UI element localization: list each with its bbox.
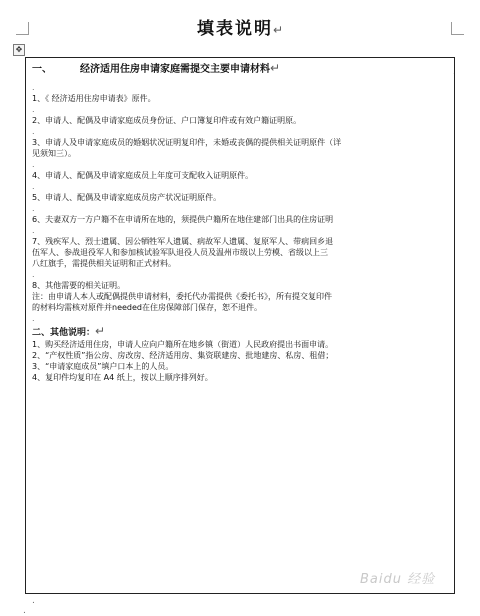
paragraph-mark: ↵ [95,324,106,338]
empty-paragraph: . [32,314,35,323]
note-item: 2、“产权性质”指公房、房改房、经济适用房、集资联建房、批地建房、私房、租借； [32,351,334,360]
paragraph-mark: ↵ [272,23,284,37]
empty-paragraph: . [32,204,35,213]
empty-paragraph: . [32,182,35,191]
requirement-item-line: 伍军人、参战退役军人和参加核试验军队退役人员及温州市级以上劳模、省级以上三 [32,248,328,257]
other-notes-list [32,339,450,383]
requirement-item-line: 2、申请人、配偶及申请家庭成员身份证、户口簿复印件或有效户籍证明原。 [32,116,302,125]
requirement-item-line: 注：由申请人本人或配偶提供申请材料，委托代办需提供《委托书》，所有提交复印件 [32,292,332,301]
requirement-item-line: 7、残疾军人、烈士遗属、因公牺牲军人遗属、病故军人遗属、复原军人、带病回乡退 [32,237,334,246]
requirement-item-line: 见须知三）。 [32,149,76,158]
section1-heading-text: 经济适用住房申请家庭需提交主要申请材料 [80,64,270,75]
requirement-list [32,82,450,313]
note-item: 1、购买经济适用住房，申请人应向户籍所在地乡镇（街道）人民政府提出书面申请。 [32,340,334,349]
cell-end-mark: . [453,67,456,76]
requirement-item-line: 4、申请人、配偶及申请家庭成员上年度可支配收入证明原件。 [32,171,254,180]
table-cell-content[interactable] [32,62,450,383]
requirement-item-line: 8、其他需要的相关证明。 [32,281,126,290]
requirement-item-line: 八红旗手，需提供相关证明和正式材料。 [32,259,176,268]
watermark-logo: Baidu 经验 [360,572,436,587]
section2-heading-text: 二、其他说明： [32,328,96,338]
page-corner-mark-bottom-left: . [23,606,26,616]
empty-paragraph: . [32,596,35,606]
document-title-text: 填表说明 [196,19,273,39]
note-item: 3、“申请家庭成员”填户口本上的人员。 [32,362,174,371]
empty-paragraph: . [32,226,35,235]
requirement-item-line: 3、申请人及申请家庭成员的婚姻状况证明复印件，未婚或丧偶的提供相关证明原件（详 [32,138,342,147]
requirement-item-line: 的材料均需核对原件并needed在住房保障部门保存，恕不退件。 [32,303,262,312]
section1-number: 一、 [32,64,52,75]
paragraph-mark: ↵ [270,61,281,75]
section2-heading [32,326,450,339]
empty-paragraph: . [32,270,35,279]
table-move-handle-icon[interactable]: ✥ [13,44,25,56]
document-title [0,14,480,39]
note-item: 4、复印件均复印在 A4 纸上，按以上顺序排列好。 [32,373,213,382]
empty-paragraph: . [32,160,35,169]
section1-heading [32,62,450,76]
requirement-item-line: 1、《 经济适用住房申请表》原件。 [32,94,156,103]
empty-paragraph: . [32,83,35,92]
requirement-item-line: 6、夫妻双方一方户籍不在申请所在地的，须提供户籍所在地住建部门出具的住房证明 [32,215,334,224]
empty-paragraph: . [32,105,35,114]
empty-paragraph: . [32,127,35,136]
requirement-item-line: 5、申请人、配偶及申请家庭成员房产状况证明原件。 [32,193,222,202]
